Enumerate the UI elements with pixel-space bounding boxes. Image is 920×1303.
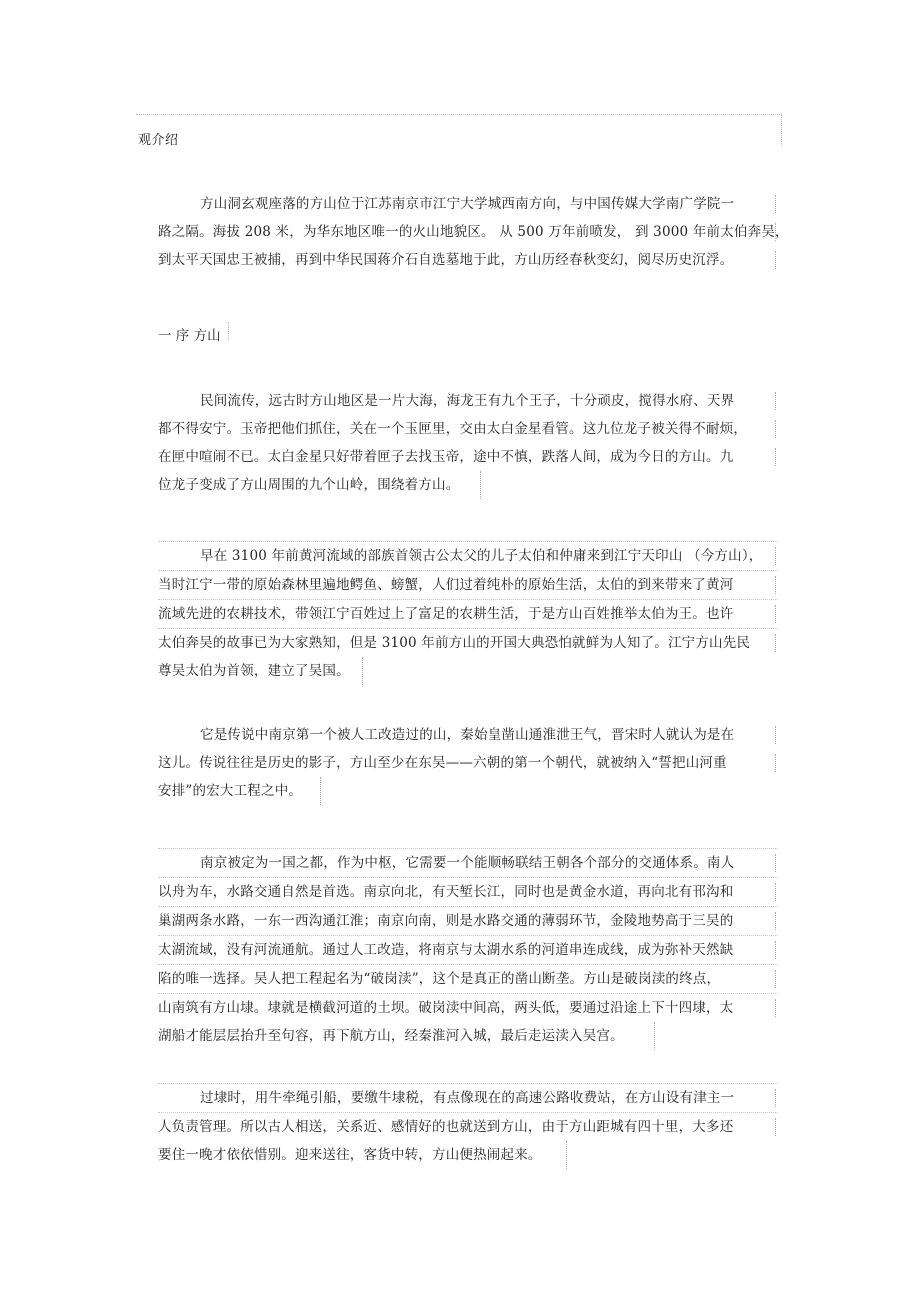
paragraph-line: 要住一晚才依依惜别。迎来送往，客货中转，方山便热闹起来。 <box>158 1141 567 1169</box>
paragraph-line: 方山洞玄观座落的方山位于江苏南京市江宁大学城西南方向，与中国传媒大学南广学院一 <box>158 190 778 218</box>
intro-paragraph <box>158 190 789 274</box>
paragraph-line: 到太平天国忠王被捕，再到中华民国蒋介石自选墓地于此，方山历经春秋变幻，阅尽历史沉浮。 <box>158 246 778 274</box>
paragraph-line: 它是传说中南京第一个被人工改造过的山，秦始皇凿山通淮泄王气，晋宋时人就认为是在 <box>158 721 778 749</box>
paragraph-line: 过埭时，用牛牵绳引船，要缴牛埭税，有点像现在的高速公路收费站，在方山设有津主一 <box>158 1083 778 1112</box>
document-title: 观介绍 <box>138 133 179 148</box>
paragraph-line: 路之隔。海拔 208 米，为华东地区唯一的火山地貌区。 从 500 万年前喷发， 到 3000 年前太伯奔吴， <box>158 218 778 246</box>
paragraph-line: 安排”的宏大工程之中。 <box>158 777 321 805</box>
taibo-paragraph <box>158 541 778 685</box>
paragraph-line: 民间流传，远古时方山地区是一片大海，海龙王有九个王子，十分顽皮，搅得水府、天界 <box>158 387 778 415</box>
legend-paragraph <box>158 387 778 499</box>
paragraph-line: 当时江宁一带的原始森林里遍地鳄鱼、螃蟹，人们过着纯朴的原始生活，太伯的到来带来了黄河 <box>158 570 778 599</box>
paragraph-line: 山南筑有方山埭。埭就是横截河道的土坝。破岗渎中间高，两头低，要通过沿途上下十四埭，太 <box>158 993 778 1022</box>
paragraph-line: 太伯奔吴的故事已为大家熟知，但是 3100 年前方山的开国大典恐怕就鲜为人知了。江宁方山先民 <box>158 628 778 657</box>
paragraph-line: 以舟为车，水路交通自然是首选。南京向北，有天堑长江，同时也是黄金水道，再向北有邗沟和 <box>158 877 778 906</box>
paragraph-line: 尊吴太伯为首领，建立了吴国。 <box>158 657 363 685</box>
paragraph-line: 陷的唯一选择。吴人把工程起名为“破岗渎”，这个是真正的凿山断垄。方山是破岗渎的终点， <box>158 964 778 993</box>
paragraph-line: 湖船才能层层抬升至句容，再下航方山，经秦淮河入城，最后走运渎入吴宫。 <box>158 1022 655 1050</box>
paragraph-line: 这儿。传说往往是历史的影子，方山至少在东吴——六朝的第一个朝代，就被纳入“誓把山河重 <box>158 749 778 777</box>
paragraph-line: 太湖流域，没有河流通航。通过人工改造，将南京与太湖水系的河道串连成线，成为弥补天然缺 <box>158 935 778 964</box>
paragraph-line: 南京被定为一国之都，作为中枢，它需要一个能顺畅联结王朝各个部分的交通体系。南人 <box>158 848 778 877</box>
toll-paragraph <box>158 1083 778 1169</box>
paragraph-line: 巢湖两条水路，一东一西沟通江淮；南京向南，则是水路交通的薄弱环节，金陵地势高于三吴的 <box>158 906 778 935</box>
canal-paragraph <box>158 848 778 1050</box>
paragraph-line: 流域先进的农耕技术，带领江宁百姓过上了富足的农耕生活，于是方山百姓推举太伯为王。也许 <box>158 599 778 628</box>
history-paragraph <box>158 721 778 805</box>
paragraph-line: 在匣中喧闹不已。太白金星只好带着匣子去找玉帝，途中不慎，跌落人间，成为今日的方山。九 <box>158 443 778 471</box>
paragraph-line: 早在 3100 年前黄河流域的部族首领古公太父的儿子太伯和仲庸来到江宁天印山 （今方山）， <box>158 541 778 570</box>
paragraph-line: 都不得安宁。玉帝把他们抓住，关在一个玉匣里，交由太白金星看管。这九位龙子被关得不耐烦， <box>158 415 778 443</box>
paragraph-line: 位龙子变成了方山周围的九个山岭，围绕着方山。 <box>158 471 481 499</box>
paragraph-line: 人负责管理。所以古人相送，关系近、感情好的也就送到方山，由于方山距城有四十里，大多还 <box>158 1112 778 1141</box>
title-frame <box>136 114 782 146</box>
section-heading: 一 序 方山 <box>158 328 221 344</box>
